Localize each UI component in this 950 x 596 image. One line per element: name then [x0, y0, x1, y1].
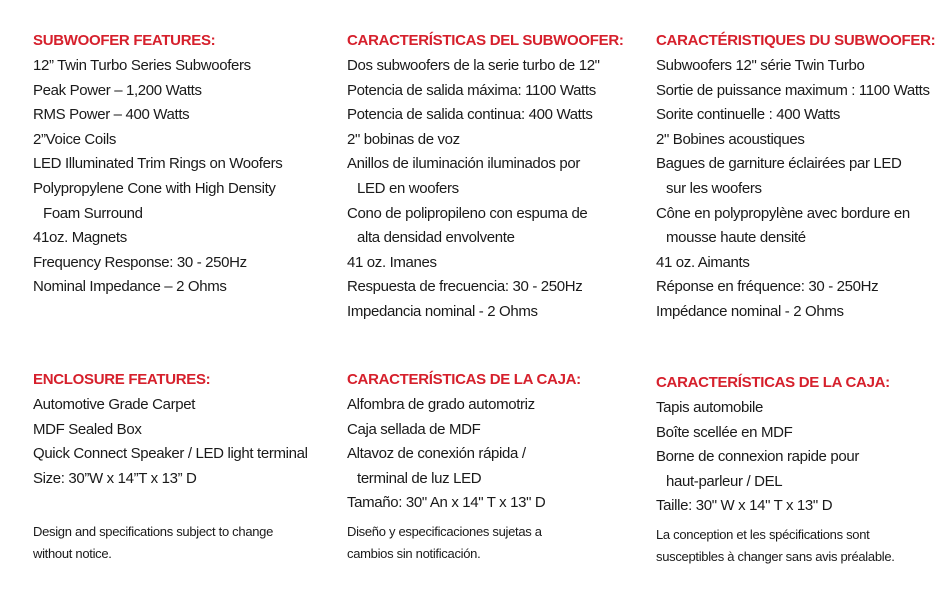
list-item: Potencia de salida máxima: 1100 Watts: [347, 81, 596, 99]
list-item: Sorite continuelle : 400 Watts: [656, 106, 841, 124]
spanish-subwoofer-heading: CARACTERÍSTICAS DEL SUBWOOFER:: [347, 32, 624, 49]
list-item: Tapis automobile: [656, 399, 763, 416]
french-enclosure-features: [656, 372, 946, 519]
english-enclosure-features: [33, 369, 333, 491]
list-item: Quick Connect Speaker / LED light terminal: [33, 445, 308, 463]
english-subwoofer-heading: SUBWOOFER FEATURES:: [33, 32, 216, 49]
list-item: mousse haute densité: [666, 229, 806, 247]
french-disclaimer: [656, 524, 946, 568]
list-item: MDF Sealed Box: [33, 420, 142, 438]
list-item: Anillos de iluminación iluminados por: [347, 155, 581, 173]
list-item: Impédance nominal - 2 Ohms: [656, 302, 844, 320]
english-enclosure-heading: ENCLOSURE FEATURES:: [33, 371, 211, 388]
french-subwoofer-heading: CARACTÉRISTIQUES DU SUBWOOFER:: [656, 32, 936, 49]
spanish-enclosure-list: [347, 393, 647, 516]
list-item: Peak Power – 1,200 Watts: [33, 81, 202, 99]
list-item: Respuesta de frecuencia: 30 - 250Hz: [347, 278, 583, 296]
spanish-disclaimer: [347, 521, 647, 565]
list-item: Taille: 30" W x 14" T x 13" D: [656, 497, 833, 515]
french-enclosure-list: [656, 396, 946, 519]
list-item: Polypropylene Cone with High Density: [33, 179, 276, 197]
spanish-enclosure-heading: CARACTERÍSTICAS DE LA CAJA:: [347, 371, 581, 388]
list-item: Tamaño: 30" An x 14" T x 13" D: [347, 494, 546, 512]
list-item: Sortie de puissance maximum : 1100 Watts: [656, 81, 930, 99]
french-enclosure-heading: CARACTERÍSTICAS DE LA CAJA:: [656, 374, 890, 391]
spanish-subwoofer-features: [347, 30, 647, 325]
list-item: Boîte scellée en MDF: [656, 423, 793, 441]
list-item: 2”Voice Coils: [33, 130, 116, 148]
list-item: Nominal Impedance – 2 Ohms: [33, 278, 227, 296]
list-item: 2" Bobines acoustiques: [656, 130, 805, 148]
english-enclosure-list: [33, 393, 333, 491]
list-item: sur les woofers: [666, 179, 762, 197]
list-item: Réponse en fréquence: 30 - 250Hz: [656, 278, 879, 296]
list-item: 12” Twin Turbo Series Subwoofers: [33, 57, 251, 74]
list-item: Potencia de salida continua: 400 Watts: [347, 106, 593, 124]
list-item: Alfombra de grado automotriz: [347, 396, 535, 413]
list-item: Dos subwoofers de la serie turbo de 12": [347, 57, 600, 74]
disclaimer-line: susceptibles à changer sans avis préalable.: [656, 549, 895, 564]
list-item: Foam Surround: [43, 204, 143, 222]
list-item: alta densidad envolvente: [357, 229, 515, 247]
list-item: Altavoz de conexión rápida /: [347, 445, 526, 463]
list-item: 2" bobinas de voz: [347, 130, 460, 148]
disclaimer-line: cambios sin notificación.: [347, 546, 481, 561]
spanish-subwoofer-list: [347, 54, 647, 325]
disclaimer-line: Design and specifications subject to change: [33, 524, 274, 539]
list-item: Bagues de garniture éclairées par LED: [656, 155, 902, 173]
list-item: LED Illuminated Trim Rings on Woofers: [33, 155, 283, 173]
list-item: RMS Power – 400 Watts: [33, 106, 190, 124]
list-item: Borne de connexion rapide pour: [656, 448, 859, 466]
list-item: Impedancia nominal - 2 Ohms: [347, 302, 538, 320]
list-item: Frequency Response: 30 - 250Hz: [33, 253, 247, 271]
list-item: Cono de polipropileno con espuma de: [347, 204, 588, 222]
list-item: Caja sellada de MDF: [347, 420, 481, 438]
disclaimer-line: without notice.: [33, 546, 112, 561]
list-item: Automotive Grade Carpet: [33, 396, 196, 413]
spanish-enclosure-features: [347, 369, 647, 516]
list-item: Cône en polypropylène avec bordure en: [656, 204, 910, 222]
english-subwoofer-list: [33, 54, 333, 300]
list-item: Size: 30”W x 14”T x 13” D: [33, 469, 197, 487]
english-subwoofer-features: [33, 30, 333, 300]
french-subwoofer-list: [656, 54, 946, 325]
french-subwoofer-features: [656, 30, 946, 325]
english-disclaimer: [33, 521, 333, 565]
list-item: terminal de luz LED: [357, 469, 482, 487]
list-item: 41 oz. Aimants: [656, 253, 750, 271]
list-item: Subwoofers 12" série Twin Turbo: [656, 57, 865, 74]
list-item: haut-parleur / DEL: [666, 472, 783, 490]
list-item: LED en woofers: [357, 179, 459, 197]
disclaimer-line: Diseño y especificaciones sujetas a: [347, 524, 542, 539]
list-item: 41 oz. Imanes: [347, 253, 437, 271]
list-item: 41oz. Magnets: [33, 229, 127, 247]
disclaimer-line: La conception et les spécifications sont: [656, 527, 870, 542]
